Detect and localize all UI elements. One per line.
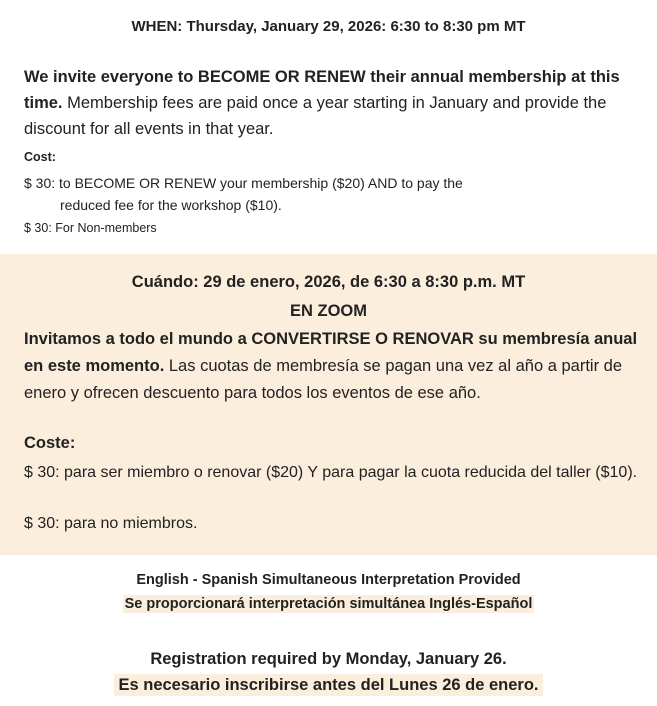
interpretation-spanish: Se proporcionará interpretación simultánea Inglés-Español [124, 596, 533, 612]
invite-caps: BECOME OR RENEW [197, 68, 366, 86]
membership-invite-spanish [24, 326, 644, 407]
invite-rest: Membership fees are paid once a year starting in January and provide the discount for all events in that year. [24, 94, 607, 138]
spanish-section [0, 254, 657, 555]
cost-line-members-english [24, 172, 624, 216]
registration-english: Registration required by Monday, January 26. [150, 650, 507, 668]
invite-caps-es: CONVERTIRSE O RENOVAR [251, 330, 474, 348]
invite-bold-2: their annual membership at this time. [24, 68, 620, 112]
cost-label-english: Cost: [24, 150, 56, 164]
membership-invite-english [24, 64, 644, 142]
cost-line-nonmembers-english: $ 30: For Non-members [24, 221, 157, 235]
cost-line-members-spanish: $ 30: para ser miembro o renovar ($20) Y para pagar la cuota reducida del taller ($10). [24, 464, 638, 481]
cost-line-1a: $ 30: to BECOME OR RENEW your membership ($20) AND to pay the [24, 175, 463, 191]
zoom-label-spanish: EN ZOOM [290, 302, 367, 320]
cost-label-spanish: Coste: [24, 434, 76, 452]
english-section [0, 0, 657, 254]
interpretation-spanish-wrap [0, 595, 657, 613]
invite-bold-1: We invite everyone to [24, 68, 198, 86]
cost-line-nonmembers-spanish: $ 30: para no miembros. [24, 515, 198, 532]
cost-line-1b: reduced fee for the workshop ($10). [60, 197, 282, 213]
registration-spanish-wrap [0, 676, 657, 695]
registration-spanish: Es necesario inscribirse antes del Lunes 26 de enero. [114, 674, 542, 696]
invite-rest-es: Las cuotas de membresía se pagan una vez al año a partir de enero y ofrecen descuento para todos los eventos de ese año. [24, 357, 622, 402]
interpretation-english: English - Spanish Simultaneous Interpretation Provided [136, 572, 521, 588]
invite-bold-2-es: su membresía anual en este momento. [24, 330, 638, 375]
invite-bold-1-es: Invitamos a todo el mundo a [24, 330, 252, 348]
event-when-english: WHEN: Thursday, January 29, 2026: 6:30 to 8:30 pm MT [131, 18, 526, 35]
event-when-spanish: Cuándo: 29 de enero, 2026, de 6:30 a 8:30 p.m. MT [131, 273, 526, 291]
